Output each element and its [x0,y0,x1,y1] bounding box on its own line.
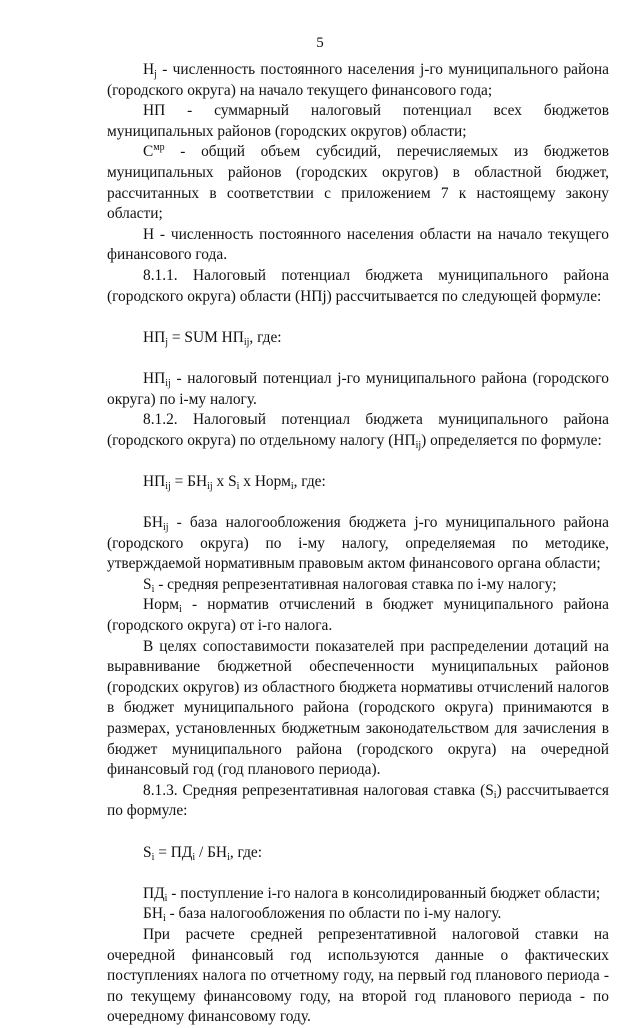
document-body [107,60,609,1028]
paragraph-population-total: Н - численность постоянного населения области на начало текущего финансового года. [107,225,609,264]
paragraph-bn-i: БНi - база налогообложения по области по i-му налогу. [143,905,502,925]
paragraph-population-j: Hj - численность постоянного населения j-го муниципального района (городского округа) на начало текущего финансового года; [107,61,609,99]
paragraph-8-1-1: 8.1.1. Налоговый потенциал бюджета муниципального района (городского округа) области (НПj) рассчитывается по следующей формуле: [107,266,609,305]
formula-np-j: НПj = SUM НПij, где: [143,328,282,348]
page-number: 5 [316,35,324,51]
paragraph-bn-ij: БНij - база налогообложения бюджета j-го муниципального района (городского округа) по i-му налогу, определяемая по методике, утверждаемой нормативным правовым актом финансового органа области; [107,514,609,573]
paragraph-calculation-period: При расчете средней репрезентативной налоговой ставки на очередной финансовый год используются данные о фактических поступлениях налога по отчетному году, на первый год планового периода - по текущему финансовому году, на второй год планового периода - по очередному финансовому году. [107,925,609,1026]
paragraph-smr: $С^{мр}$ - общий объем субсидий, перечисляемых из бюджетов муниципальных районов (городских округов) в областной бюджет, рассчитанных в соответствии с приложением 7 к настоящему закону области; [107,142,609,223]
paragraph-s-i: Si - средняя репрезентативная налоговая ставка по i-му налогу; [143,575,557,595]
paragraph-norm-i: Нормi - норматив отчислений в бюджет муниципального района (городского округа) от i-го налога. [107,596,609,635]
paragraph-pd-i: ПДi - поступление i-го налога в консолидированный бюджет области; [143,884,601,904]
paragraph-np: НП - суммарный налоговый потенциал всех бюджетов муниципальных районов (городских округов) области; [107,102,609,140]
paragraph-comparability: В целях сопоставимости показателей при распределении дотаций на выравнивание бюджетной обеспеченности муниципальных районов (городских округов) из областного бюджета нормативы отчислений налогов в бюджет муниципального района (городского округа) принимаются в размерах, установленных бюджетным законодательством для зачисления в бюджет муниципального района (городского округа) на очередной финансовый год (год планового периода). [107,637,609,779]
formula-np-ij: НПij = БНij x Si x Нормi, где: [143,472,326,492]
paragraph-8-1-2: 8.1.2. Налоговый потенциал бюджета муниципального района (городского округа) по отдельному налогу (НПij) определяется по формуле: [107,411,609,451]
formula-s-i: Si = ПДi / БНi, где: [143,843,263,863]
paragraph-np-ij: НПij - налоговый потенциал j-го муниципального района (городского округа) по i-му налогу. [107,369,609,408]
paragraph-8-1-3: 8.1.3. Средняя репрезентативная налоговая ставка (Si) рассчитывается по формуле: [107,781,610,820]
